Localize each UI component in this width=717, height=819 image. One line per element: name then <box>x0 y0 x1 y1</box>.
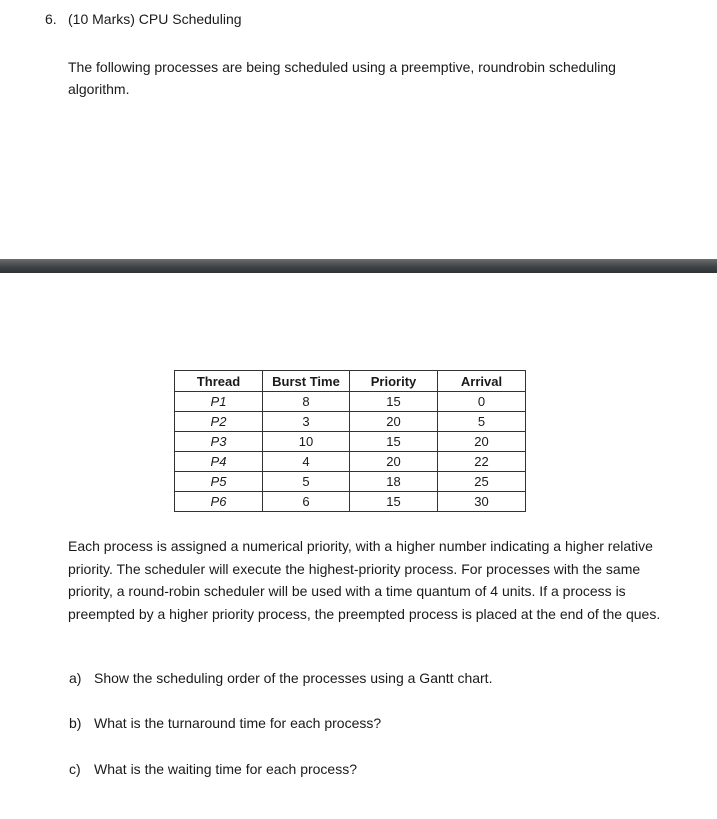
cell-priority: 15 <box>350 492 438 512</box>
part-text: Show the scheduling order of the processes using a Gantt chart. <box>94 670 493 686</box>
table-row <box>175 452 526 472</box>
cell-burst: 8 <box>263 392 350 412</box>
cell-priority: 18 <box>350 472 438 492</box>
part-label: b) <box>69 715 82 731</box>
page-divider <box>0 259 717 273</box>
cell-arrival: 0 <box>438 392 526 412</box>
question-intro: The following processes are being scheduled using a preemptive, roundrobin scheduling algorithm. <box>68 59 616 97</box>
header-thread: Thread <box>175 371 263 392</box>
cell-priority: 15 <box>350 432 438 452</box>
table-row <box>175 472 526 492</box>
header-priority: Priority <box>350 371 438 392</box>
cell-thread: P5 <box>175 472 263 492</box>
process-table <box>174 370 526 512</box>
cell-burst: 4 <box>263 452 350 472</box>
cell-arrival: 22 <box>438 452 526 472</box>
part-label: a) <box>69 670 82 686</box>
header-burst-time: Burst Time <box>263 371 350 392</box>
cell-arrival: 5 <box>438 412 526 432</box>
question-number: 6. <box>45 11 57 27</box>
cell-arrival: 20 <box>438 432 526 452</box>
cell-burst: 10 <box>263 432 350 452</box>
cell-arrival: 25 <box>438 472 526 492</box>
cell-thread: P1 <box>175 392 263 412</box>
cell-priority: 15 <box>350 392 438 412</box>
cell-thread: P6 <box>175 492 263 512</box>
table-row <box>175 492 526 512</box>
cell-burst: 6 <box>263 492 350 512</box>
part-text: What is the turnaround time for each process? <box>94 715 382 731</box>
scheduling-description: Each process is assigned a numerical priority, with a higher number indicating a higher relative priority. The scheduler will execute the highest-priority process. For processes with the same priority, a round-robin scheduler will be used with a time quantum of 4 units. If a process is preempted by a higher priority process, the preempted process is placed at the end of the ques. <box>68 538 661 622</box>
part-label: c) <box>69 761 81 777</box>
table-row <box>175 412 526 432</box>
cell-burst: 3 <box>263 412 350 432</box>
cell-burst: 5 <box>263 472 350 492</box>
cell-priority: 20 <box>350 412 438 432</box>
header-arrival: Arrival <box>438 371 526 392</box>
cell-thread: P2 <box>175 412 263 432</box>
cell-arrival: 30 <box>438 492 526 512</box>
cell-thread: P4 <box>175 452 263 472</box>
cell-thread: P3 <box>175 432 263 452</box>
table-row <box>175 432 526 452</box>
question-title: (10 Marks) CPU Scheduling <box>68 11 242 27</box>
table-header-row <box>175 371 526 392</box>
cell-priority: 20 <box>350 452 438 472</box>
table-row <box>175 392 526 412</box>
part-text: What is the waiting time for each process? <box>94 761 358 777</box>
